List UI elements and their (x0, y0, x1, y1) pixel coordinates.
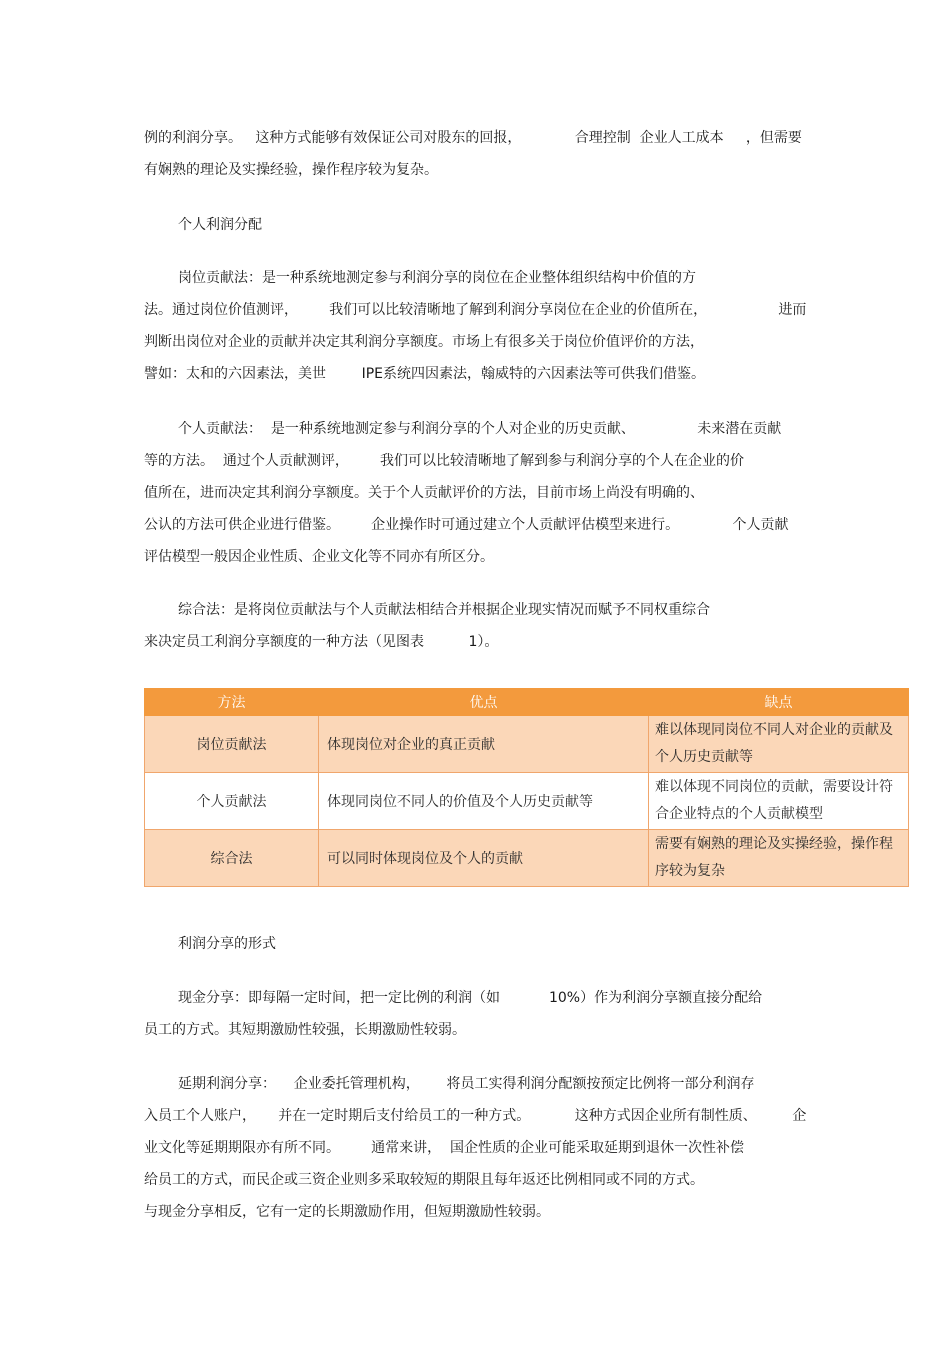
header-pros: 优点 (319, 689, 649, 716)
cell-cons: 需要有娴熟的理论及实操经验，操作程序较为复杂 (649, 830, 909, 887)
text-line: 现金分享：即每隔一定时间，把一定比例的利润（如 10%）作为利润分享额直接分配给 (178, 990, 763, 1006)
text-line: 来决定员工利润分享额度的一种方法（见图表 1）。 (144, 634, 499, 650)
cell-pros: 可以同时体现岗位及个人的贡献 (319, 830, 649, 887)
text-line: 延期利润分享： 企业委托管理机构， 将员工实得利润分配额按预定比例将一部分利润存 (178, 1076, 755, 1092)
table-row (145, 830, 909, 887)
text-line: 个人贡献法： 是一种系统地测定参与利润分享的个人对企业的历史贡献、 未来潜在贡献 (178, 421, 782, 437)
text-line: 公认的方法可供企业进行借鉴。 企业操作时可通过建立个人贡献评估模型来进行。 个人贡献 (144, 517, 789, 533)
text-line: 员工的方式。其短期激励性较强，长期激励性较弱。 (144, 1022, 466, 1038)
text-line: 综合法：是将岗位贡献法与个人贡献法相结合并根据企业现实情况而赋予不同权重综合 (178, 602, 710, 618)
text-line: 等的方法。 通过个人贡献测评， 我们可以比较清晰地了解到参与利润分享的个人在企业的价 (144, 453, 745, 469)
cell-pros: 体现岗位对企业的真正贡献 (319, 716, 649, 773)
text-line: 有娴熟的理论及实操经验，操作程序较为复杂。 (144, 162, 438, 178)
text-line: 法。通过岗位价值测评， 我们可以比较清晰地了解到利润分享岗位在企业的价值所在， 进而 (144, 302, 807, 318)
cell-pros: 体现同岗位不同人的价值及个人历史贡献等 (319, 773, 649, 830)
text-line: 利润分享的形式 (178, 936, 276, 952)
text-line: 给员工的方式，而民企或三资企业则多采取较短的期限且每年返还比例相同或不同的方式。 (144, 1172, 704, 1188)
cell-cons: 难以体现不同岗位的贡献，需要设计符合企业特点的个人贡献模型 (649, 773, 909, 830)
cell-method: 综合法 (145, 830, 319, 887)
text-line: 入员工个人账户， 并在一定时期后支付给员工的一种方式。 这种方式因企业所有制性质、 企 (144, 1108, 807, 1124)
text-line: 与现金分享相反，它有一定的长期激励作用，但短期激励性较弱。 (144, 1204, 550, 1220)
header-cons: 缺点 (649, 689, 909, 716)
text-line: 评估模型一般因企业性质、企业文化等不同亦有所区分。 (144, 549, 494, 565)
table-header-row (145, 689, 909, 716)
cell-method: 岗位贡献法 (145, 716, 319, 773)
text-line: 例的利润分享。 这种方式能够有效保证公司对股东的回报， 合理控制 企业人工成本 ，但需要 (144, 130, 802, 146)
cell-cons: 难以体现同岗位不同人对企业的贡献及个人历史贡献等 (649, 716, 909, 773)
table-row (145, 773, 909, 830)
text-line: 个人利润分配 (178, 217, 262, 233)
text-line: 业文化等延期期限亦有所不同。 通常来讲， 国企性质的企业可能采取延期到退休一次性补偿 (144, 1140, 745, 1156)
text-line: 岗位贡献法：是一种系统地测定参与利润分享的岗位在企业整体组织结构中价值的方 (178, 270, 696, 286)
table-row (145, 716, 909, 773)
comparison-table (144, 688, 909, 887)
cell-method: 个人贡献法 (145, 773, 319, 830)
text-line: 譬如：太和的六因素法，美世 IPE系统四因素法，翰威特的六因素法等可供我们借鉴。 (144, 366, 706, 382)
text-line: 判断出岗位对企业的贡献并决定其利润分享额度。市场上有很多关于岗位价值评价的方法， (144, 334, 704, 350)
text-line: 值所在，进而决定其利润分享额度。关于个人贡献评价的方法，目前市场上尚没有明确的、 (144, 485, 704, 501)
header-method: 方法 (145, 689, 319, 716)
